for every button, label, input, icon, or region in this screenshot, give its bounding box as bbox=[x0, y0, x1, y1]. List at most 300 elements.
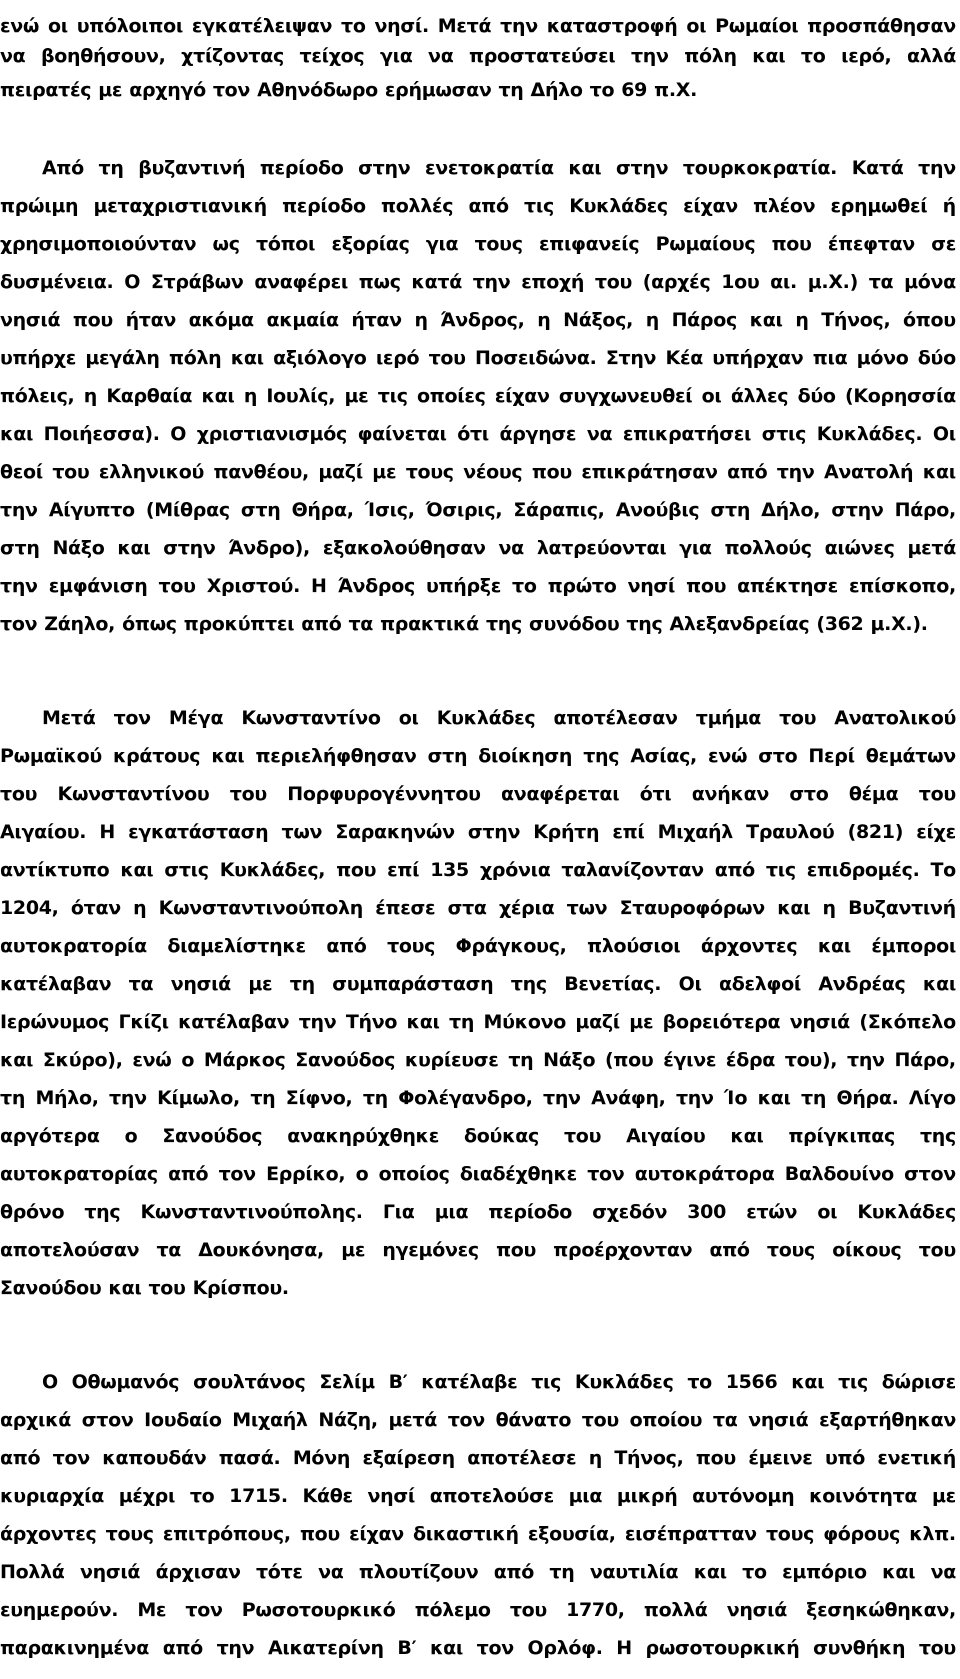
word: της bbox=[919, 1125, 956, 1147]
word: τα bbox=[868, 271, 894, 293]
word: έγινε bbox=[663, 1049, 717, 1071]
word: και bbox=[211, 745, 245, 767]
word: Μάρκος bbox=[203, 1049, 286, 1071]
word: αι. bbox=[770, 271, 797, 293]
word: τον bbox=[218, 1163, 256, 1185]
word: νησιά bbox=[789, 1011, 850, 1033]
word: Ίσις, bbox=[364, 499, 415, 521]
word: Ανατολικού bbox=[834, 707, 956, 729]
word: της bbox=[485, 613, 522, 635]
word: διαμελίστηκε bbox=[167, 935, 306, 957]
word: ήταν bbox=[125, 309, 177, 331]
word: τους bbox=[105, 1523, 154, 1545]
word: επιδρομές. bbox=[806, 859, 920, 881]
word: ενώ bbox=[132, 1049, 172, 1071]
word: στις bbox=[164, 859, 209, 881]
word: Ζάηλο, bbox=[44, 613, 116, 635]
word: στην bbox=[163, 537, 216, 559]
word: την bbox=[675, 1087, 714, 1109]
word: η bbox=[414, 309, 428, 331]
word: μεγάλη bbox=[85, 347, 160, 369]
word: έμεινε bbox=[748, 1447, 813, 1469]
word: δούκας bbox=[464, 1125, 539, 1147]
word: υπήρχαν bbox=[712, 347, 804, 369]
word: και bbox=[201, 385, 235, 407]
word: Τήνος, bbox=[614, 1447, 684, 1469]
word: αρχηγό bbox=[129, 79, 206, 101]
word: νησιά bbox=[170, 973, 231, 995]
word: τόποι bbox=[256, 233, 316, 255]
word: Σταυροφόρων bbox=[619, 897, 765, 919]
word: τη bbox=[362, 1087, 388, 1109]
word: άρχισαν bbox=[155, 1561, 241, 1583]
word: των bbox=[566, 897, 608, 919]
word: ετών bbox=[746, 1201, 798, 1223]
word: του bbox=[918, 1239, 956, 1261]
word: τον bbox=[52, 1447, 90, 1469]
word: να bbox=[0, 45, 26, 67]
word: και bbox=[730, 1125, 764, 1147]
word: Ανατολή bbox=[823, 461, 914, 483]
word: 1715. bbox=[229, 1485, 288, 1507]
word: Βυζαντινή bbox=[848, 897, 956, 919]
word: Ποσειδώνα. bbox=[475, 347, 597, 369]
word: υπήρχε bbox=[0, 347, 77, 369]
word: Κωνσταντίνου bbox=[57, 783, 210, 805]
word: να bbox=[428, 45, 454, 67]
word: Ρωμαίους bbox=[655, 233, 756, 255]
word: που bbox=[531, 461, 572, 483]
word: Νάζη, bbox=[318, 1409, 378, 1431]
word: που bbox=[695, 1447, 736, 1469]
word: Ανάφη, bbox=[591, 1087, 666, 1109]
word: τη bbox=[801, 1087, 827, 1109]
word: του bbox=[148, 1277, 186, 1299]
word: στην bbox=[831, 499, 884, 521]
word: εγκατάσταση bbox=[128, 821, 269, 843]
word: τους bbox=[405, 461, 454, 483]
word: οποίου bbox=[629, 1409, 703, 1431]
word: προέρχονταν bbox=[553, 1239, 693, 1261]
word: από bbox=[168, 1163, 209, 1185]
word: στην bbox=[467, 821, 521, 843]
word: κατέλαβε bbox=[421, 1371, 518, 1393]
word: Οθωμανός bbox=[71, 1371, 180, 1393]
word: Κάθε bbox=[302, 1485, 353, 1507]
word: του), bbox=[784, 1049, 838, 1071]
word: οίκους bbox=[832, 1239, 902, 1261]
word: στην bbox=[616, 157, 669, 179]
word: συνόδου bbox=[528, 613, 620, 635]
word: Καρθαία bbox=[106, 385, 193, 407]
word: του bbox=[158, 575, 196, 597]
word: το bbox=[589, 79, 615, 101]
word: πλουτίζουν bbox=[358, 1561, 479, 1583]
word: αντίκτυπο bbox=[0, 859, 110, 881]
word: περιελήφθησαν bbox=[255, 745, 417, 767]
word: από bbox=[326, 935, 367, 957]
word: την bbox=[0, 575, 38, 597]
word: στην bbox=[358, 157, 411, 179]
word: περίοδο bbox=[259, 157, 344, 179]
word: πόλη bbox=[168, 347, 222, 369]
word: η bbox=[588, 1447, 602, 1469]
word: και bbox=[0, 1049, 34, 1071]
word: τα bbox=[128, 973, 154, 995]
word: και bbox=[817, 935, 851, 957]
word: μ.Χ.) bbox=[807, 271, 858, 293]
word: Ορλόφ. bbox=[527, 1637, 603, 1659]
word: ελληνικού bbox=[98, 461, 205, 483]
word: Η bbox=[99, 821, 115, 843]
word: Τραυλού bbox=[746, 821, 835, 843]
word: στον bbox=[81, 1409, 134, 1431]
word: Ασίας, bbox=[630, 745, 697, 767]
word: Αικατερίνη bbox=[267, 1637, 384, 1659]
word: Κίμωλο, bbox=[157, 1087, 240, 1109]
word: μια bbox=[434, 1201, 469, 1223]
word: εγκατέλειψαν bbox=[191, 15, 333, 37]
word: (αρχές bbox=[642, 271, 711, 293]
word: στις bbox=[761, 423, 807, 445]
word: αποτέλεσε bbox=[467, 1447, 577, 1469]
word: τη bbox=[250, 1087, 276, 1109]
text-line bbox=[0, 1262, 956, 1314]
word: επί bbox=[387, 859, 420, 881]
word: άρχοντες bbox=[700, 935, 798, 957]
word: ο bbox=[124, 1125, 138, 1147]
word: αυτοκρατορίας bbox=[0, 1163, 158, 1185]
word: μετά bbox=[388, 1409, 438, 1431]
word: από bbox=[727, 461, 768, 483]
word: νησί. bbox=[374, 15, 429, 37]
word: Μιχαήλ bbox=[232, 1409, 308, 1431]
word: συγχωνευθεί bbox=[558, 385, 693, 407]
word: υπόλοιποι bbox=[76, 15, 183, 37]
word: να bbox=[930, 1561, 956, 1583]
word: από bbox=[714, 859, 755, 881]
word: ανακηρύχθηκε bbox=[287, 1125, 440, 1147]
word: Όσιρις, bbox=[425, 499, 503, 521]
word: στο bbox=[789, 783, 829, 805]
word: Ο bbox=[124, 271, 141, 293]
word: νησιά bbox=[79, 1561, 141, 1583]
word: τις bbox=[524, 195, 554, 217]
word: να bbox=[498, 537, 524, 559]
word: ταλανίζονταν bbox=[561, 859, 704, 881]
word: άλλες bbox=[730, 385, 789, 407]
word: και bbox=[117, 537, 151, 559]
word: υπήρξε bbox=[426, 575, 501, 597]
word: η bbox=[537, 309, 551, 331]
word: Κυκλάδες bbox=[569, 195, 668, 217]
word: τότε bbox=[255, 1561, 303, 1583]
word: ενώ bbox=[0, 15, 40, 37]
word: δύο bbox=[917, 347, 956, 369]
word: μια bbox=[568, 1485, 603, 1507]
word: τα bbox=[348, 613, 374, 635]
word: Με bbox=[137, 1599, 167, 1621]
word: Το bbox=[930, 859, 956, 881]
word: της bbox=[510, 973, 547, 995]
word: όταν bbox=[70, 897, 121, 919]
word: πια bbox=[812, 347, 848, 369]
word: Ρωμαίοι bbox=[715, 15, 799, 37]
word: σχεδόν bbox=[592, 1201, 668, 1223]
word: εξακολούθησαν bbox=[322, 537, 486, 559]
word: Β′ bbox=[397, 1637, 417, 1659]
word: οι bbox=[817, 1201, 838, 1223]
word: ερήμωσαν bbox=[384, 79, 492, 101]
word: αυτοκρατορία bbox=[0, 935, 147, 957]
word: Αίγυπτο bbox=[48, 499, 135, 521]
word: αποτελούσε bbox=[429, 1485, 554, 1507]
word: εξορίας bbox=[331, 233, 410, 255]
word: αιώνες bbox=[824, 537, 895, 559]
word: Σανούδου bbox=[0, 1277, 102, 1299]
word: την bbox=[500, 15, 538, 37]
word: εξαρτήθηκαν bbox=[819, 1409, 956, 1431]
word: πλέον bbox=[753, 195, 816, 217]
word: ενώ bbox=[708, 745, 748, 767]
word: Νάξο bbox=[52, 537, 105, 559]
word: νέους bbox=[463, 461, 523, 483]
word: την bbox=[298, 1011, 337, 1033]
word: ακμαία bbox=[266, 309, 339, 331]
word: τους bbox=[387, 935, 436, 957]
word: έμποροι bbox=[871, 935, 956, 957]
word: μαζί bbox=[575, 1011, 620, 1033]
word: για bbox=[425, 233, 459, 255]
word: του bbox=[509, 1599, 547, 1621]
word: Περί bbox=[808, 745, 855, 767]
word: ήταν bbox=[351, 309, 402, 331]
word: Σκύρο), bbox=[42, 1049, 123, 1071]
word: το bbox=[512, 575, 537, 597]
word: Κυκλάδες bbox=[857, 1201, 956, 1223]
word: κατά bbox=[411, 271, 462, 293]
word: Αθηνόδωρο bbox=[257, 79, 378, 101]
word: οι bbox=[686, 15, 707, 37]
word: Άνδρος bbox=[337, 575, 415, 597]
word: του bbox=[918, 783, 956, 805]
word: θάνατο bbox=[495, 1409, 572, 1431]
word: την bbox=[918, 157, 956, 179]
word: Ιουδαίο bbox=[144, 1409, 222, 1431]
word: μόνα bbox=[904, 271, 956, 293]
word: Κρίσπου. bbox=[192, 1277, 289, 1299]
word: και bbox=[757, 1087, 791, 1109]
word: του bbox=[581, 1409, 619, 1431]
word: κυριαρχία bbox=[0, 1485, 104, 1507]
word: την bbox=[543, 1087, 581, 1109]
word: και bbox=[777, 897, 811, 919]
word: ενετοκρατία bbox=[424, 157, 554, 179]
word: μετά bbox=[907, 537, 956, 559]
word: τον bbox=[113, 707, 151, 729]
word: π.Χ. bbox=[654, 79, 698, 101]
word: Πάρο, bbox=[894, 499, 956, 521]
word: 135 bbox=[430, 859, 469, 881]
word: οποίες bbox=[416, 385, 486, 407]
word: έπεφταν bbox=[827, 233, 915, 255]
word: τη bbox=[508, 1049, 534, 1071]
word: που bbox=[72, 309, 113, 331]
word: Ιερώνυμος bbox=[0, 1011, 110, 1033]
word: τμήμα bbox=[695, 707, 761, 729]
word: συμπαράσταση bbox=[332, 973, 494, 995]
word: κατέλαβαν bbox=[178, 1011, 290, 1033]
word: στη bbox=[710, 499, 751, 521]
word: νησιά bbox=[726, 1599, 787, 1621]
word: τις bbox=[531, 1371, 562, 1393]
word: εποχή bbox=[521, 271, 585, 293]
word: Σίφνο, bbox=[285, 1087, 353, 1109]
word: Άνδρος, bbox=[440, 309, 525, 331]
word: Βενετίας. bbox=[564, 973, 662, 995]
word: είχαν bbox=[683, 195, 738, 217]
word: Μετά bbox=[437, 15, 492, 37]
word: Θήρα. bbox=[836, 1087, 899, 1109]
word: τη bbox=[289, 973, 315, 995]
text-line bbox=[0, 598, 956, 650]
word: μέχρι bbox=[118, 1485, 176, 1507]
word: νησί bbox=[627, 575, 676, 597]
word: επικράτησαν bbox=[581, 461, 718, 483]
word: η bbox=[795, 309, 809, 331]
word: τους bbox=[474, 233, 523, 255]
word: αργότερα bbox=[0, 1125, 100, 1147]
word: συνθήκη bbox=[813, 1637, 906, 1659]
word: Φράγκους, bbox=[455, 935, 567, 957]
word: Άνδρο), bbox=[228, 537, 310, 559]
word: που bbox=[336, 859, 377, 881]
word: Ανούβις bbox=[615, 499, 700, 521]
word: έπεσε bbox=[375, 897, 436, 919]
word: τις bbox=[765, 859, 796, 881]
word: Ρωσοτουρκικό bbox=[241, 1599, 396, 1621]
word: την bbox=[109, 1087, 147, 1109]
word: Στράβων bbox=[150, 271, 244, 293]
word: ανήκαν bbox=[691, 783, 770, 805]
word: αρχικά bbox=[0, 1409, 72, 1431]
word: ακόμα bbox=[188, 309, 254, 331]
word: (που bbox=[605, 1049, 654, 1071]
word: απέκτησε bbox=[737, 575, 838, 597]
word: πρίγκιπας bbox=[788, 1125, 895, 1147]
word: πρώιμη bbox=[0, 195, 79, 217]
word: με bbox=[248, 973, 273, 995]
word: επιτρόπους, bbox=[162, 1523, 291, 1545]
word: και bbox=[749, 309, 783, 331]
word: 1204, bbox=[0, 897, 59, 919]
word: οι bbox=[398, 707, 419, 729]
word: με bbox=[98, 79, 123, 101]
word: Ποιήεσσα). bbox=[43, 423, 160, 445]
word: τείχος bbox=[299, 45, 365, 67]
word: η bbox=[243, 385, 258, 407]
word: της bbox=[626, 613, 663, 635]
word: τις bbox=[377, 385, 408, 407]
word: των bbox=[281, 821, 323, 843]
word: σουλτάνος bbox=[193, 1371, 306, 1393]
word: τουρκοκρατία. bbox=[682, 157, 838, 179]
word: εισέπρατταν bbox=[624, 1523, 757, 1545]
word: και bbox=[230, 347, 264, 369]
word: το bbox=[742, 1561, 767, 1583]
word: και bbox=[882, 1561, 916, 1583]
word: ιερό, bbox=[841, 45, 892, 67]
word: επικρατήσει bbox=[622, 423, 752, 445]
word: έδρα bbox=[725, 1049, 776, 1071]
word: 69 bbox=[621, 79, 648, 101]
word: δώρισε bbox=[881, 1371, 956, 1393]
word: τους bbox=[765, 1523, 815, 1545]
word: ξεσηκώθηκαν, bbox=[806, 1599, 956, 1621]
word: είχαν bbox=[494, 385, 550, 407]
word: και bbox=[429, 1637, 464, 1659]
word: χτίζοντας bbox=[181, 45, 284, 67]
word: προστατεύσει bbox=[469, 45, 616, 67]
word: προσπάθησαν bbox=[807, 15, 956, 37]
word: Τήνο bbox=[345, 1011, 398, 1033]
word: του bbox=[52, 461, 90, 483]
word: του bbox=[563, 1125, 602, 1147]
word: πρώτο bbox=[547, 575, 617, 597]
word: από bbox=[468, 195, 509, 217]
word: πολλά bbox=[643, 1599, 708, 1621]
word: όπως bbox=[122, 613, 177, 635]
word: τον bbox=[212, 79, 251, 101]
word: η bbox=[83, 385, 98, 407]
word: πόλεις, bbox=[0, 385, 75, 407]
word: 1566 bbox=[725, 1371, 778, 1393]
word: τον bbox=[447, 1409, 485, 1431]
word: Κυκλάδες, bbox=[219, 859, 326, 881]
word: τη bbox=[498, 79, 524, 101]
word: Φολέγανδρο, bbox=[398, 1087, 533, 1109]
word: Μήλο, bbox=[35, 1087, 99, 1109]
word: τη bbox=[449, 1011, 475, 1033]
word: επί bbox=[612, 821, 645, 843]
word: να bbox=[318, 1561, 344, 1583]
word: Τήνος, bbox=[821, 309, 891, 331]
word: χρόνια bbox=[479, 859, 551, 881]
word: πλούσιοι bbox=[587, 935, 681, 957]
word: πρακτικά bbox=[380, 613, 479, 635]
word: του bbox=[229, 783, 267, 805]
word: και bbox=[693, 1561, 727, 1583]
word: ότι bbox=[639, 783, 672, 805]
word: ή bbox=[942, 195, 956, 217]
word: μόνο bbox=[856, 347, 909, 369]
word: από bbox=[162, 1637, 203, 1659]
word: ρωσοτουρκική bbox=[645, 1637, 800, 1659]
word: η bbox=[645, 309, 659, 331]
word: οι bbox=[48, 15, 68, 37]
word: αλλά bbox=[907, 45, 956, 67]
word: υπό bbox=[824, 1447, 865, 1469]
word: η bbox=[822, 897, 836, 919]
word: 300 bbox=[687, 1201, 727, 1223]
word: σε bbox=[931, 233, 956, 255]
word: αξιόλογο bbox=[273, 347, 367, 369]
word: κατέλαβαν bbox=[0, 973, 112, 995]
word: καταστροφή bbox=[546, 15, 678, 37]
word: τη bbox=[549, 1561, 575, 1583]
word: επίσκοπο, bbox=[849, 575, 956, 597]
word: θεμάτων bbox=[865, 745, 956, 767]
